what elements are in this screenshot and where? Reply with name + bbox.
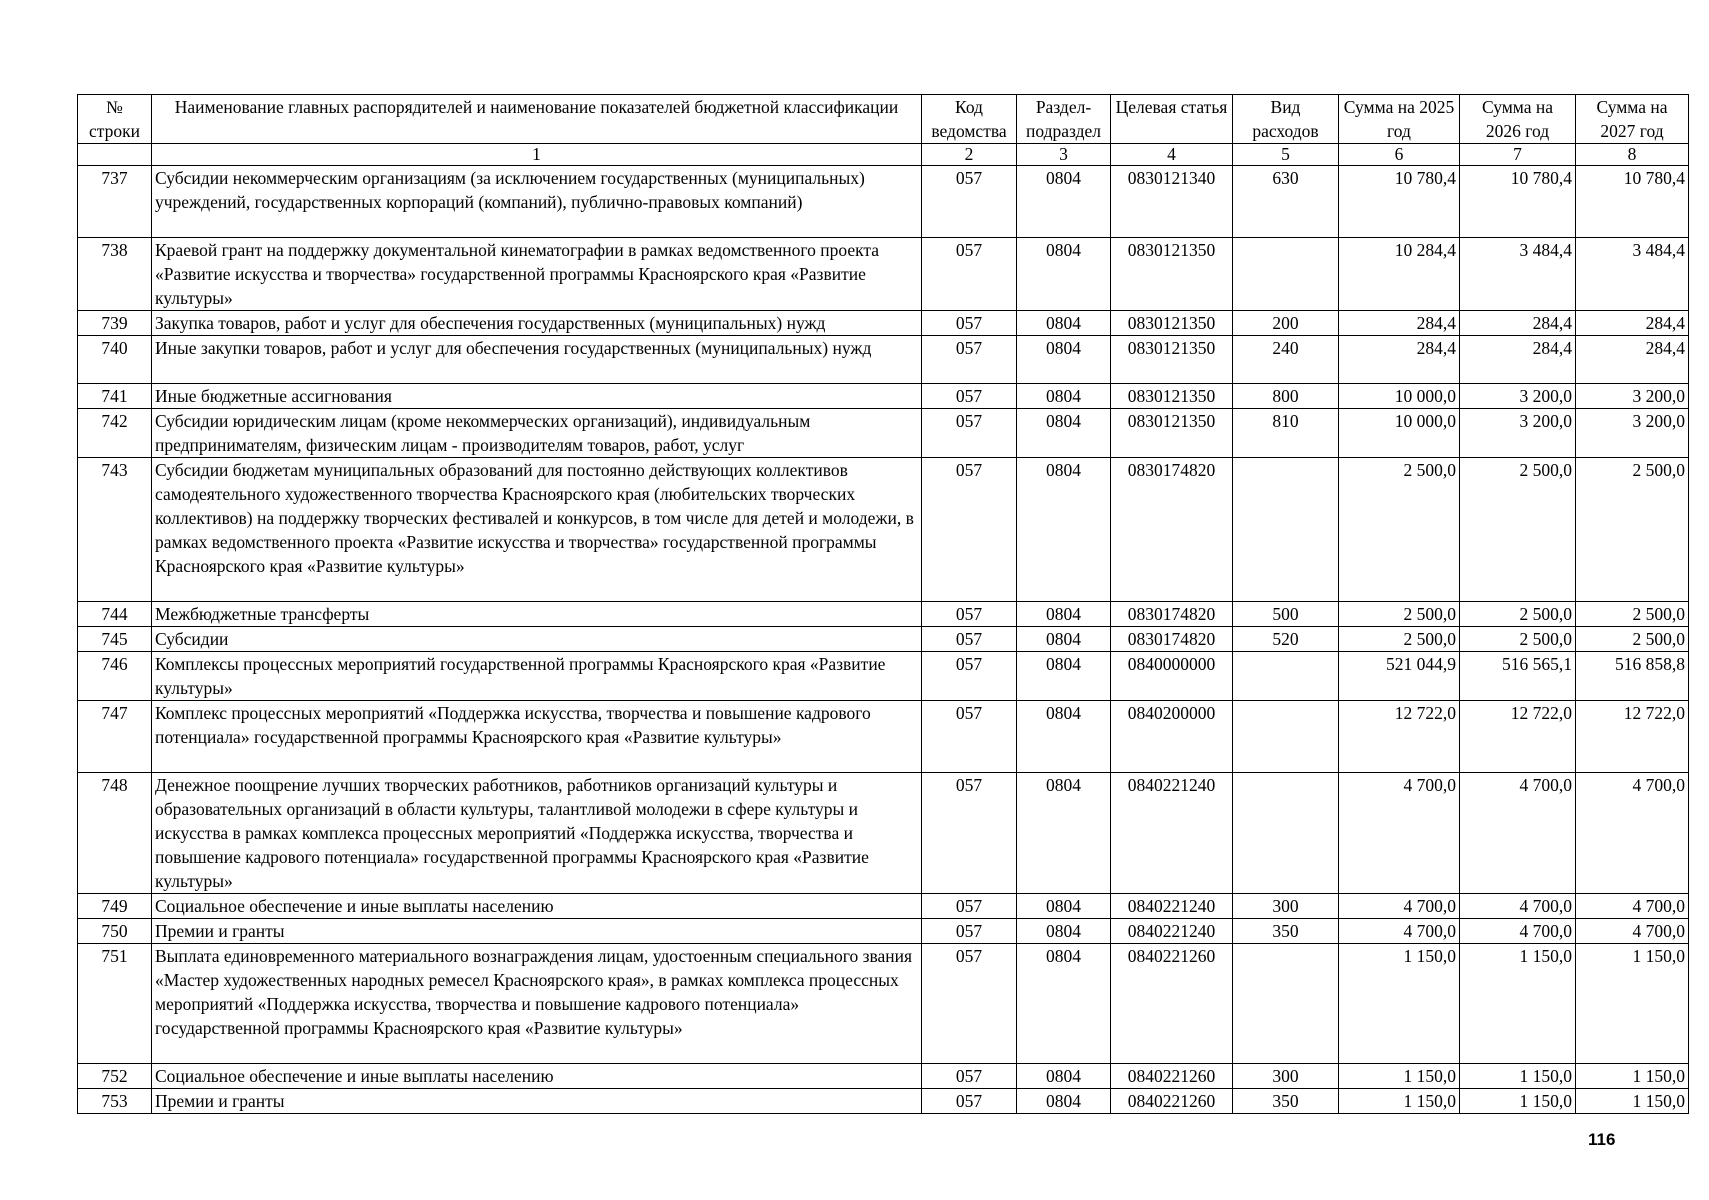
cell-sum-2025: 4 700,0: [1339, 894, 1460, 919]
cell-sum-2025: 284,4: [1339, 311, 1460, 336]
cell-row-number: 743: [78, 458, 152, 602]
cell-expense-type: 810: [1233, 409, 1339, 458]
cell-row-number: 747: [78, 701, 152, 773]
cell-row-number: 738: [78, 238, 152, 311]
cell-row-number: 740: [78, 336, 152, 384]
cell-row-number: 748: [78, 773, 152, 894]
cell-section: 0804: [1017, 773, 1111, 894]
table-body: [78, 166, 1689, 1114]
table-row: [78, 602, 1689, 627]
cell-sum-2026: 1 150,0: [1460, 1089, 1576, 1114]
column-number: 3: [1017, 144, 1111, 166]
cell-row-number: 741: [78, 384, 152, 409]
cell-target-article: 0840221260: [1111, 944, 1233, 1064]
cell-department-code: 057: [922, 1089, 1017, 1114]
cell-target-article: 0840221260: [1111, 1064, 1233, 1089]
cell-sum-2026: 1 150,0: [1460, 1064, 1576, 1089]
cell-name: Иные закупки товаров, работ и услуг для обеспечения государственных (муниципальных) нужд: [152, 336, 922, 384]
cell-department-code: 057: [922, 166, 1017, 238]
table-row: [78, 627, 1689, 652]
cell-section: 0804: [1017, 409, 1111, 458]
cell-sum-2027: 3 484,4: [1576, 238, 1689, 311]
cell-sum-2027: 3 200,0: [1576, 384, 1689, 409]
cell-target-article: 0830121350: [1111, 336, 1233, 384]
cell-name: Субсидии некоммерческим организациям (за исключением государственных (муниципальных) учреждений, государственных корпораций (компаний), публично-правовых компаний): [152, 166, 922, 238]
cell-sum-2026: 2 500,0: [1460, 458, 1576, 602]
cell-name: Иные бюджетные ассигнования: [152, 384, 922, 409]
cell-row-number: 745: [78, 627, 152, 652]
cell-target-article: 0830174820: [1111, 602, 1233, 627]
cell-department-code: 057: [922, 894, 1017, 919]
cell-department-code: 057: [922, 458, 1017, 602]
cell-department-code: 057: [922, 384, 1017, 409]
header-expense-type: Вид расходов: [1233, 95, 1339, 144]
cell-expense-type: 350: [1233, 919, 1339, 944]
cell-row-number: 739: [78, 311, 152, 336]
column-number: 6: [1339, 144, 1460, 166]
cell-expense-type: [1233, 701, 1339, 773]
cell-sum-2027: 2 500,0: [1576, 458, 1689, 602]
column-number: 4: [1111, 144, 1233, 166]
cell-department-code: 057: [922, 652, 1017, 701]
cell-name: Социальное обеспечение и иные выплаты населению: [152, 1064, 922, 1089]
header-sum-2025: Сумма на 2025 год: [1339, 95, 1460, 144]
cell-expense-type: 800: [1233, 384, 1339, 409]
cell-row-number: 752: [78, 1064, 152, 1089]
cell-target-article: 0830121340: [1111, 166, 1233, 238]
cell-target-article: 0840221240: [1111, 919, 1233, 944]
cell-name: Краевой грант на поддержку документальной кинематографии в рамках ведомственного проекта «Развитие искусства и творчества» государственной программы Красноярского края «Развитие культуры»: [152, 238, 922, 311]
cell-sum-2026: 3 200,0: [1460, 384, 1576, 409]
table-row: [78, 166, 1689, 238]
cell-name: Субсидии юридическим лицам (кроме некоммерческих организаций), индивидуальным предпринимателям, физическим лицам - производителям товаров, работ, услуг: [152, 409, 922, 458]
cell-name: Субсидии: [152, 627, 922, 652]
cell-target-article: 0840221240: [1111, 894, 1233, 919]
cell-sum-2025: 284,4: [1339, 336, 1460, 384]
table-row: [78, 773, 1689, 894]
header-row-number: № строки: [78, 95, 152, 144]
column-number: 2: [922, 144, 1017, 166]
cell-department-code: 057: [922, 336, 1017, 384]
cell-expense-type: 300: [1233, 894, 1339, 919]
table-row: [78, 1064, 1689, 1089]
cell-section: 0804: [1017, 166, 1111, 238]
page-number: 116: [1588, 1130, 1616, 1149]
cell-expense-type: [1233, 458, 1339, 602]
cell-section: 0804: [1017, 1064, 1111, 1089]
column-number: 8: [1576, 144, 1689, 166]
cell-target-article: 0840221240: [1111, 773, 1233, 894]
column-number: 5: [1233, 144, 1339, 166]
budget-table: [77, 94, 1689, 1114]
cell-expense-type: [1233, 652, 1339, 701]
cell-section: 0804: [1017, 627, 1111, 652]
header-target-article: Целевая статья: [1111, 95, 1233, 144]
cell-row-number: 753: [78, 1089, 152, 1114]
cell-department-code: 057: [922, 238, 1017, 311]
cell-expense-type: 520: [1233, 627, 1339, 652]
cell-sum-2025: 4 700,0: [1339, 773, 1460, 894]
cell-sum-2027: 10 780,4: [1576, 166, 1689, 238]
table-row: [78, 1089, 1689, 1114]
cell-sum-2026: 1 150,0: [1460, 944, 1576, 1064]
cell-department-code: 057: [922, 1064, 1017, 1089]
cell-name: Межбюджетные трансферты: [152, 602, 922, 627]
cell-department-code: 057: [922, 627, 1017, 652]
cell-sum-2026: 3 484,4: [1460, 238, 1576, 311]
cell-expense-type: 630: [1233, 166, 1339, 238]
cell-sum-2027: 1 150,0: [1576, 1089, 1689, 1114]
table-row: [78, 701, 1689, 773]
cell-sum-2026: 4 700,0: [1460, 919, 1576, 944]
cell-sum-2026: 12 722,0: [1460, 701, 1576, 773]
cell-target-article: 0830121350: [1111, 311, 1233, 336]
cell-section: 0804: [1017, 894, 1111, 919]
cell-expense-type: 240: [1233, 336, 1339, 384]
cell-sum-2026: 2 500,0: [1460, 602, 1576, 627]
cell-section: 0804: [1017, 944, 1111, 1064]
header-sum-2027: Сумма на 2027 год: [1576, 95, 1689, 144]
cell-sum-2027: 284,4: [1576, 336, 1689, 384]
cell-sum-2026: 284,4: [1460, 336, 1576, 384]
cell-sum-2025: 10 284,4: [1339, 238, 1460, 311]
cell-row-number: 750: [78, 919, 152, 944]
cell-sum-2027: 3 200,0: [1576, 409, 1689, 458]
cell-sum-2025: 10 000,0: [1339, 409, 1460, 458]
cell-section: 0804: [1017, 1089, 1111, 1114]
table-row: [78, 336, 1689, 384]
cell-section: 0804: [1017, 311, 1111, 336]
cell-sum-2025: 4 700,0: [1339, 919, 1460, 944]
cell-expense-type: [1233, 944, 1339, 1064]
cell-target-article: 0830174820: [1111, 458, 1233, 602]
header-department-code: Код ведомства: [922, 95, 1017, 144]
cell-row-number: 746: [78, 652, 152, 701]
cell-sum-2025: 10 780,4: [1339, 166, 1460, 238]
cell-department-code: 057: [922, 701, 1017, 773]
cell-department-code: 057: [922, 602, 1017, 627]
cell-name: Комплексы процессных мероприятий государственной программы Красноярского края «Развитие культуры»: [152, 652, 922, 701]
cell-sum-2025: 2 500,0: [1339, 458, 1460, 602]
cell-section: 0804: [1017, 701, 1111, 773]
cell-expense-type: 300: [1233, 1064, 1339, 1089]
cell-sum-2026: 4 700,0: [1460, 773, 1576, 894]
cell-target-article: 0840000000: [1111, 652, 1233, 701]
cell-section: 0804: [1017, 602, 1111, 627]
cell-name: Субсидии бюджетам муниципальных образований для постоянно действующих коллективов самодеятельного художественного творчества Красноярского края (любительских творческих коллективов) на поддержку творческих фестивалей и конкурсов, в том числе для детей и молодежи, в рамках ведомственного проекта «Развитие искусства и творчества» государственной программы Красноярского края «Развитие культуры»: [152, 458, 922, 602]
cell-sum-2025: 2 500,0: [1339, 602, 1460, 627]
cell-sum-2027: 4 700,0: [1576, 919, 1689, 944]
column-number: [78, 144, 152, 166]
cell-expense-type: [1233, 773, 1339, 894]
table-row: [78, 944, 1689, 1064]
table-row: [78, 458, 1689, 602]
cell-sum-2025: 1 150,0: [1339, 1064, 1460, 1089]
cell-name: Премии и гранты: [152, 919, 922, 944]
cell-expense-type: 350: [1233, 1089, 1339, 1114]
cell-department-code: 057: [922, 919, 1017, 944]
cell-name: Социальное обеспечение и иные выплаты населению: [152, 894, 922, 919]
cell-row-number: 742: [78, 409, 152, 458]
cell-sum-2027: 4 700,0: [1576, 773, 1689, 894]
cell-target-article: 0830121350: [1111, 238, 1233, 311]
cell-row-number: 751: [78, 944, 152, 1064]
cell-sum-2027: 4 700,0: [1576, 894, 1689, 919]
cell-target-article: 0830121350: [1111, 409, 1233, 458]
cell-expense-type: [1233, 238, 1339, 311]
cell-sum-2026: 284,4: [1460, 311, 1576, 336]
cell-sum-2027: 2 500,0: [1576, 627, 1689, 652]
cell-sum-2026: 516 565,1: [1460, 652, 1576, 701]
cell-row-number: 749: [78, 894, 152, 919]
table-row: [78, 409, 1689, 458]
table-row: [78, 238, 1689, 311]
table-row: [78, 894, 1689, 919]
cell-sum-2025: 1 150,0: [1339, 944, 1460, 1064]
column-number: 1: [152, 144, 922, 166]
cell-name: Выплата единовременного материального вознаграждения лицам, удостоенным специального звания «Мастер художественных народных ремесел Красноярского края», в рамках комплекса процессных мероприятий «Поддержка искусства, творчества и повышение кадрового потенциала» государственной программы Красноярского края «Развитие культуры»: [152, 944, 922, 1064]
cell-expense-type: 200: [1233, 311, 1339, 336]
header-name: Наименование главных распорядителей и наименование показателей бюджетной классификации: [152, 95, 922, 144]
cell-section: 0804: [1017, 238, 1111, 311]
cell-section: 0804: [1017, 384, 1111, 409]
cell-name: Закупка товаров, работ и услуг для обеспечения государственных (муниципальных) нужд: [152, 311, 922, 336]
cell-name: Премии и гранты: [152, 1089, 922, 1114]
cell-sum-2026: 10 780,4: [1460, 166, 1576, 238]
table-row: [78, 919, 1689, 944]
cell-row-number: 737: [78, 166, 152, 238]
cell-sum-2025: 12 722,0: [1339, 701, 1460, 773]
cell-target-article: 0840200000: [1111, 701, 1233, 773]
cell-sum-2027: 12 722,0: [1576, 701, 1689, 773]
cell-department-code: 057: [922, 409, 1017, 458]
cell-name: Комплекс процессных мероприятий «Поддержка искусства, творчества и повышение кадрового потенциала» государственной программы Красноярского края «Развитие культуры»: [152, 701, 922, 773]
cell-section: 0804: [1017, 458, 1111, 602]
cell-sum-2027: 2 500,0: [1576, 602, 1689, 627]
cell-name: Денежное поощрение лучших творческих работников, работников организаций культуры и образовательных организаций в области культуры, талантливой молодежи в сфере культуры и искусства в рамках комплекса процессных мероприятий «Поддержка искусства, творчества и повышение кадрового потенциала» государственной программы Красноярского края «Развитие культуры»: [152, 773, 922, 894]
cell-section: 0804: [1017, 652, 1111, 701]
cell-sum-2027: 1 150,0: [1576, 1064, 1689, 1089]
cell-sum-2027: 1 150,0: [1576, 944, 1689, 1064]
cell-sum-2026: 4 700,0: [1460, 894, 1576, 919]
cell-sum-2025: 2 500,0: [1339, 627, 1460, 652]
cell-sum-2027: 284,4: [1576, 311, 1689, 336]
header-section: Раздел-подраздел: [1017, 95, 1111, 144]
cell-section: 0804: [1017, 919, 1111, 944]
cell-sum-2027: 516 858,8: [1576, 652, 1689, 701]
cell-department-code: 057: [922, 311, 1017, 336]
cell-sum-2025: 521 044,9: [1339, 652, 1460, 701]
column-number-row: [78, 144, 1689, 166]
cell-department-code: 057: [922, 944, 1017, 1064]
header-sum-2026: Сумма на 2026 год: [1460, 95, 1576, 144]
cell-section: 0804: [1017, 336, 1111, 384]
column-number: 7: [1460, 144, 1576, 166]
cell-sum-2025: 1 150,0: [1339, 1089, 1460, 1114]
table-row: [78, 652, 1689, 701]
table-row: [78, 311, 1689, 336]
header-row: [78, 95, 1689, 144]
cell-sum-2026: 3 200,0: [1460, 409, 1576, 458]
cell-sum-2025: 10 000,0: [1339, 384, 1460, 409]
table-row: [78, 384, 1689, 409]
cell-expense-type: 500: [1233, 602, 1339, 627]
cell-row-number: 744: [78, 602, 152, 627]
cell-target-article: 0830174820: [1111, 627, 1233, 652]
cell-target-article: 0830121350: [1111, 384, 1233, 409]
cell-target-article: 0840221260: [1111, 1089, 1233, 1114]
cell-sum-2026: 2 500,0: [1460, 627, 1576, 652]
cell-department-code: 057: [922, 773, 1017, 894]
